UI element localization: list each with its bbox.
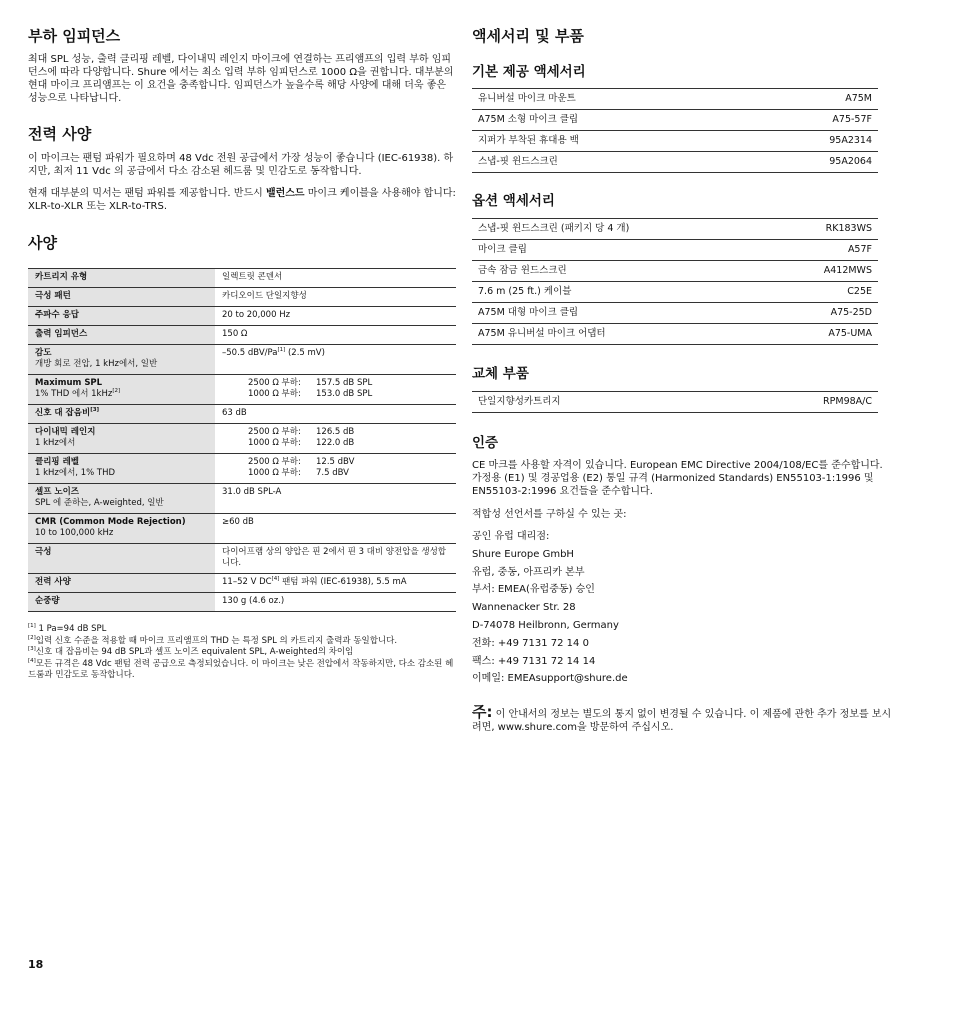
table-row: 신호 대 잡음비[3] 63 dB [28, 405, 456, 424]
address-block [472, 528, 894, 688]
heading-replacement-parts: 교체 부품 [472, 366, 529, 382]
heading-specs: 사양 [28, 234, 57, 252]
part-name: 금속 잠금 윈드스크린 [472, 261, 769, 282]
table-row: 다이내믹 레인지 1 kHz에서 2500 Ω 부하: 126.5 dB 1000 Ω 부하: 122.0 dB [28, 424, 456, 454]
email-line: 이메일: EMEAsupport@shure.de [472, 673, 628, 685]
power-text-2: 현재 대부분의 믹서는 팬텀 파워를 제공합니다. 반드시 밸런스드 마이크 케이블을 사용해야 합니다: XLR-to-XLR 또는 XLR-to-TRS. [28, 188, 456, 212]
address-line: 공인 유럽 대리점: [472, 531, 550, 542]
part-number: A75-UMA [769, 324, 878, 345]
footnote-2: [2]입력 신호 수준을 적용할 때 마이크 프리앰프의 THD 는 특정 SPL 의 카트리지 출력과 동일합니다. [28, 634, 398, 646]
part-name: 지퍼가 부착된 휴대용 백 [472, 131, 745, 152]
power-text-1: 이 마이크는 팬텀 파워가 필요하며 48 Vdc 전원 공급에서 가장 성능이 좋습니다 (IEC-61938). 하지만, 최저 11 Vdc 의 공급에서 다소 감소된 헤드룸 및 민감도로 동작합니다. [28, 153, 454, 177]
address-line: 유럽, 중동, 아프리카 본부 [472, 566, 585, 578]
part-name: 스냅-핏 윈드스크린 [472, 152, 745, 173]
table-row [472, 131, 878, 152]
part-number: A75M [745, 89, 878, 110]
table-row: 순중량 130 g (4.6 oz.) [28, 593, 456, 612]
replacement-parts-table [472, 391, 878, 413]
declaration-text: 적합성 선언서를 구하실 수 있는 곳: [472, 509, 627, 520]
table-row [472, 282, 878, 303]
part-number: RPM98A/C [719, 392, 878, 413]
part-number: C25E [769, 282, 878, 303]
part-name: A75M 소형 마이크 클립 [472, 110, 745, 131]
table-row: Maximum SPL 1% THD 에서 1kHz[2] 2500 Ω 부하: 157.5 dB SPL 1000 Ω 부하: 153.0 dB SPL [28, 375, 456, 405]
part-name: A75M 대형 마이크 클립 [472, 303, 769, 324]
table-row [472, 89, 878, 110]
standard-accessories-table [472, 88, 878, 173]
optional-accessories-table [472, 218, 878, 345]
load-impedance-text: 최대 SPL 성능, 출력 클리핑 레벨, 다이내믹 레인지 마이크에 연결하는 프리앰프의 입력 부하 임피던스에 따라 다양합니다. Shure 에서는 최소 입력 부하 임피던스로 1000 Ω을 권합니다. 대부분의 현대 마이크 프리앰프는 이 요건을 충족합니다. 임피던스가 높을수록 해당 사양에 대해 더욱 좋은 성능으로 나타납니다. [28, 54, 454, 104]
table-row: 카트리지 유형 일렉트릿 콘덴서 [28, 269, 456, 288]
address-line: D-74078 Heilbronn, Germany [472, 619, 619, 631]
table-row [472, 240, 878, 261]
footnote-1: [1] 1 Pa=94 dB SPL [28, 623, 107, 634]
heading-accessories: 액세서리 및 부품 [472, 27, 584, 45]
address-line: Shure Europe GmbH [472, 548, 574, 560]
heading-load-impedance: 부하 임피던스 [28, 27, 121, 45]
spec-table [28, 268, 456, 612]
part-name: A75M 유니버설 마이크 어댑터 [472, 324, 769, 345]
part-number: A75-57F [745, 110, 878, 131]
part-name: 유니버설 마이크 마운트 [472, 89, 745, 110]
table-row [472, 261, 878, 282]
table-row: 전력 사양 11–52 V DC[4] 팬텀 파워 (IEC-61938), 5.5 mA [28, 574, 456, 593]
part-number: A57F [769, 240, 878, 261]
part-number: 95A2314 [745, 131, 878, 152]
fax-line: 팩스: +49 7131 72 14 14 [472, 655, 596, 667]
part-name: 7.6 m (25 ft.) 케이블 [472, 282, 769, 303]
table-row [472, 219, 878, 240]
table-row [472, 392, 878, 413]
heading-optional-accessories: 옵션 액세서리 [472, 193, 555, 209]
table-row: 출력 임피던스 150 Ω [28, 326, 456, 345]
address-line: Wannenacker Str. 28 [472, 602, 576, 614]
table-row: 셀프 노이즈 SPL 에 준하는, A-weighted, 일반 31.0 dB SPL-A [28, 484, 456, 514]
table-row [472, 324, 878, 345]
footnote-4: [4]모든 규격은 48 Vdc 팬텀 전력 공급으로 측정되었습니다. 이 마이크는 낮은 전압에서 작동하지만, 다소 감소된 헤드룸과 민감도로 동작합니다. [28, 657, 454, 680]
table-row [472, 152, 878, 173]
part-name: 단일지향성카트리지 [472, 392, 719, 413]
table-row: CMR (Common Mode Rejection) 10 to 100,000 kHz ≥60 dB [28, 514, 456, 544]
part-number: A75-25D [769, 303, 878, 324]
table-row: 클리핑 레벨 1 kHz에서, 1% THD 2500 Ω 부하: 12.5 dBV 1000 Ω 부하: 7.5 dBV [28, 454, 456, 484]
heading-power: 전력 사양 [28, 125, 92, 143]
table-row: 극성 패턴 카디오이드 단일지향성 [28, 288, 456, 307]
part-number: A412MWS [769, 261, 878, 282]
phone-line: 전화: +49 7131 72 14 0 [472, 637, 589, 649]
notice-text: 주: 이 안내서의 정보는 별도의 통지 없이 변경될 수 있습니다. 이 제품에 관한 추가 정보를 보시려면, www.shure.com을 방문하여 주십시오. [472, 703, 892, 733]
table-row: 극성 다이어프램 상의 양압은 핀 2에서 핀 3 대비 양전압을 생성합니다. [28, 544, 456, 574]
table-row [472, 110, 878, 131]
address-line: 부서: EMEA(유럽중동) 승인 [472, 584, 595, 596]
table-row [472, 303, 878, 324]
heading-standard-accessories: 기본 제공 액세서리 [472, 64, 586, 80]
table-row: 감도 개방 회로 전압, 1 kHz에서, 일반 –50.5 dBV/Pa[1] (2.5 mV) [28, 345, 456, 375]
certification-text: CE 마크를 사용할 자격이 있습니다. European EMC Directive 2004/108/EC를 준수합니다. 가정용 (E1) 및 경공업용 (E2) 통일 규격 (Harmonized Standards) EN55103-1:1996 및 EN55103-2:1996 요건들을 준수합니다. [472, 460, 883, 497]
heading-certification: 인증 [472, 435, 499, 451]
part-number: RK183WS [769, 219, 878, 240]
footnote-3: [3]신호 대 잡음비는 94 dB SPL과 셀프 노이즈 equivalent SPL, A-weighted의 차이임 [28, 646, 354, 657]
part-number: 95A2064 [745, 152, 878, 173]
part-name: 마이크 클립 [472, 240, 769, 261]
page-number: 18 [28, 958, 44, 971]
part-name: 스냅-핏 윈드스크린 (패키지 당 4 개) [472, 219, 769, 240]
table-row: 주파수 응답 20 to 20,000 Hz [28, 307, 456, 326]
footnotes [28, 624, 456, 682]
